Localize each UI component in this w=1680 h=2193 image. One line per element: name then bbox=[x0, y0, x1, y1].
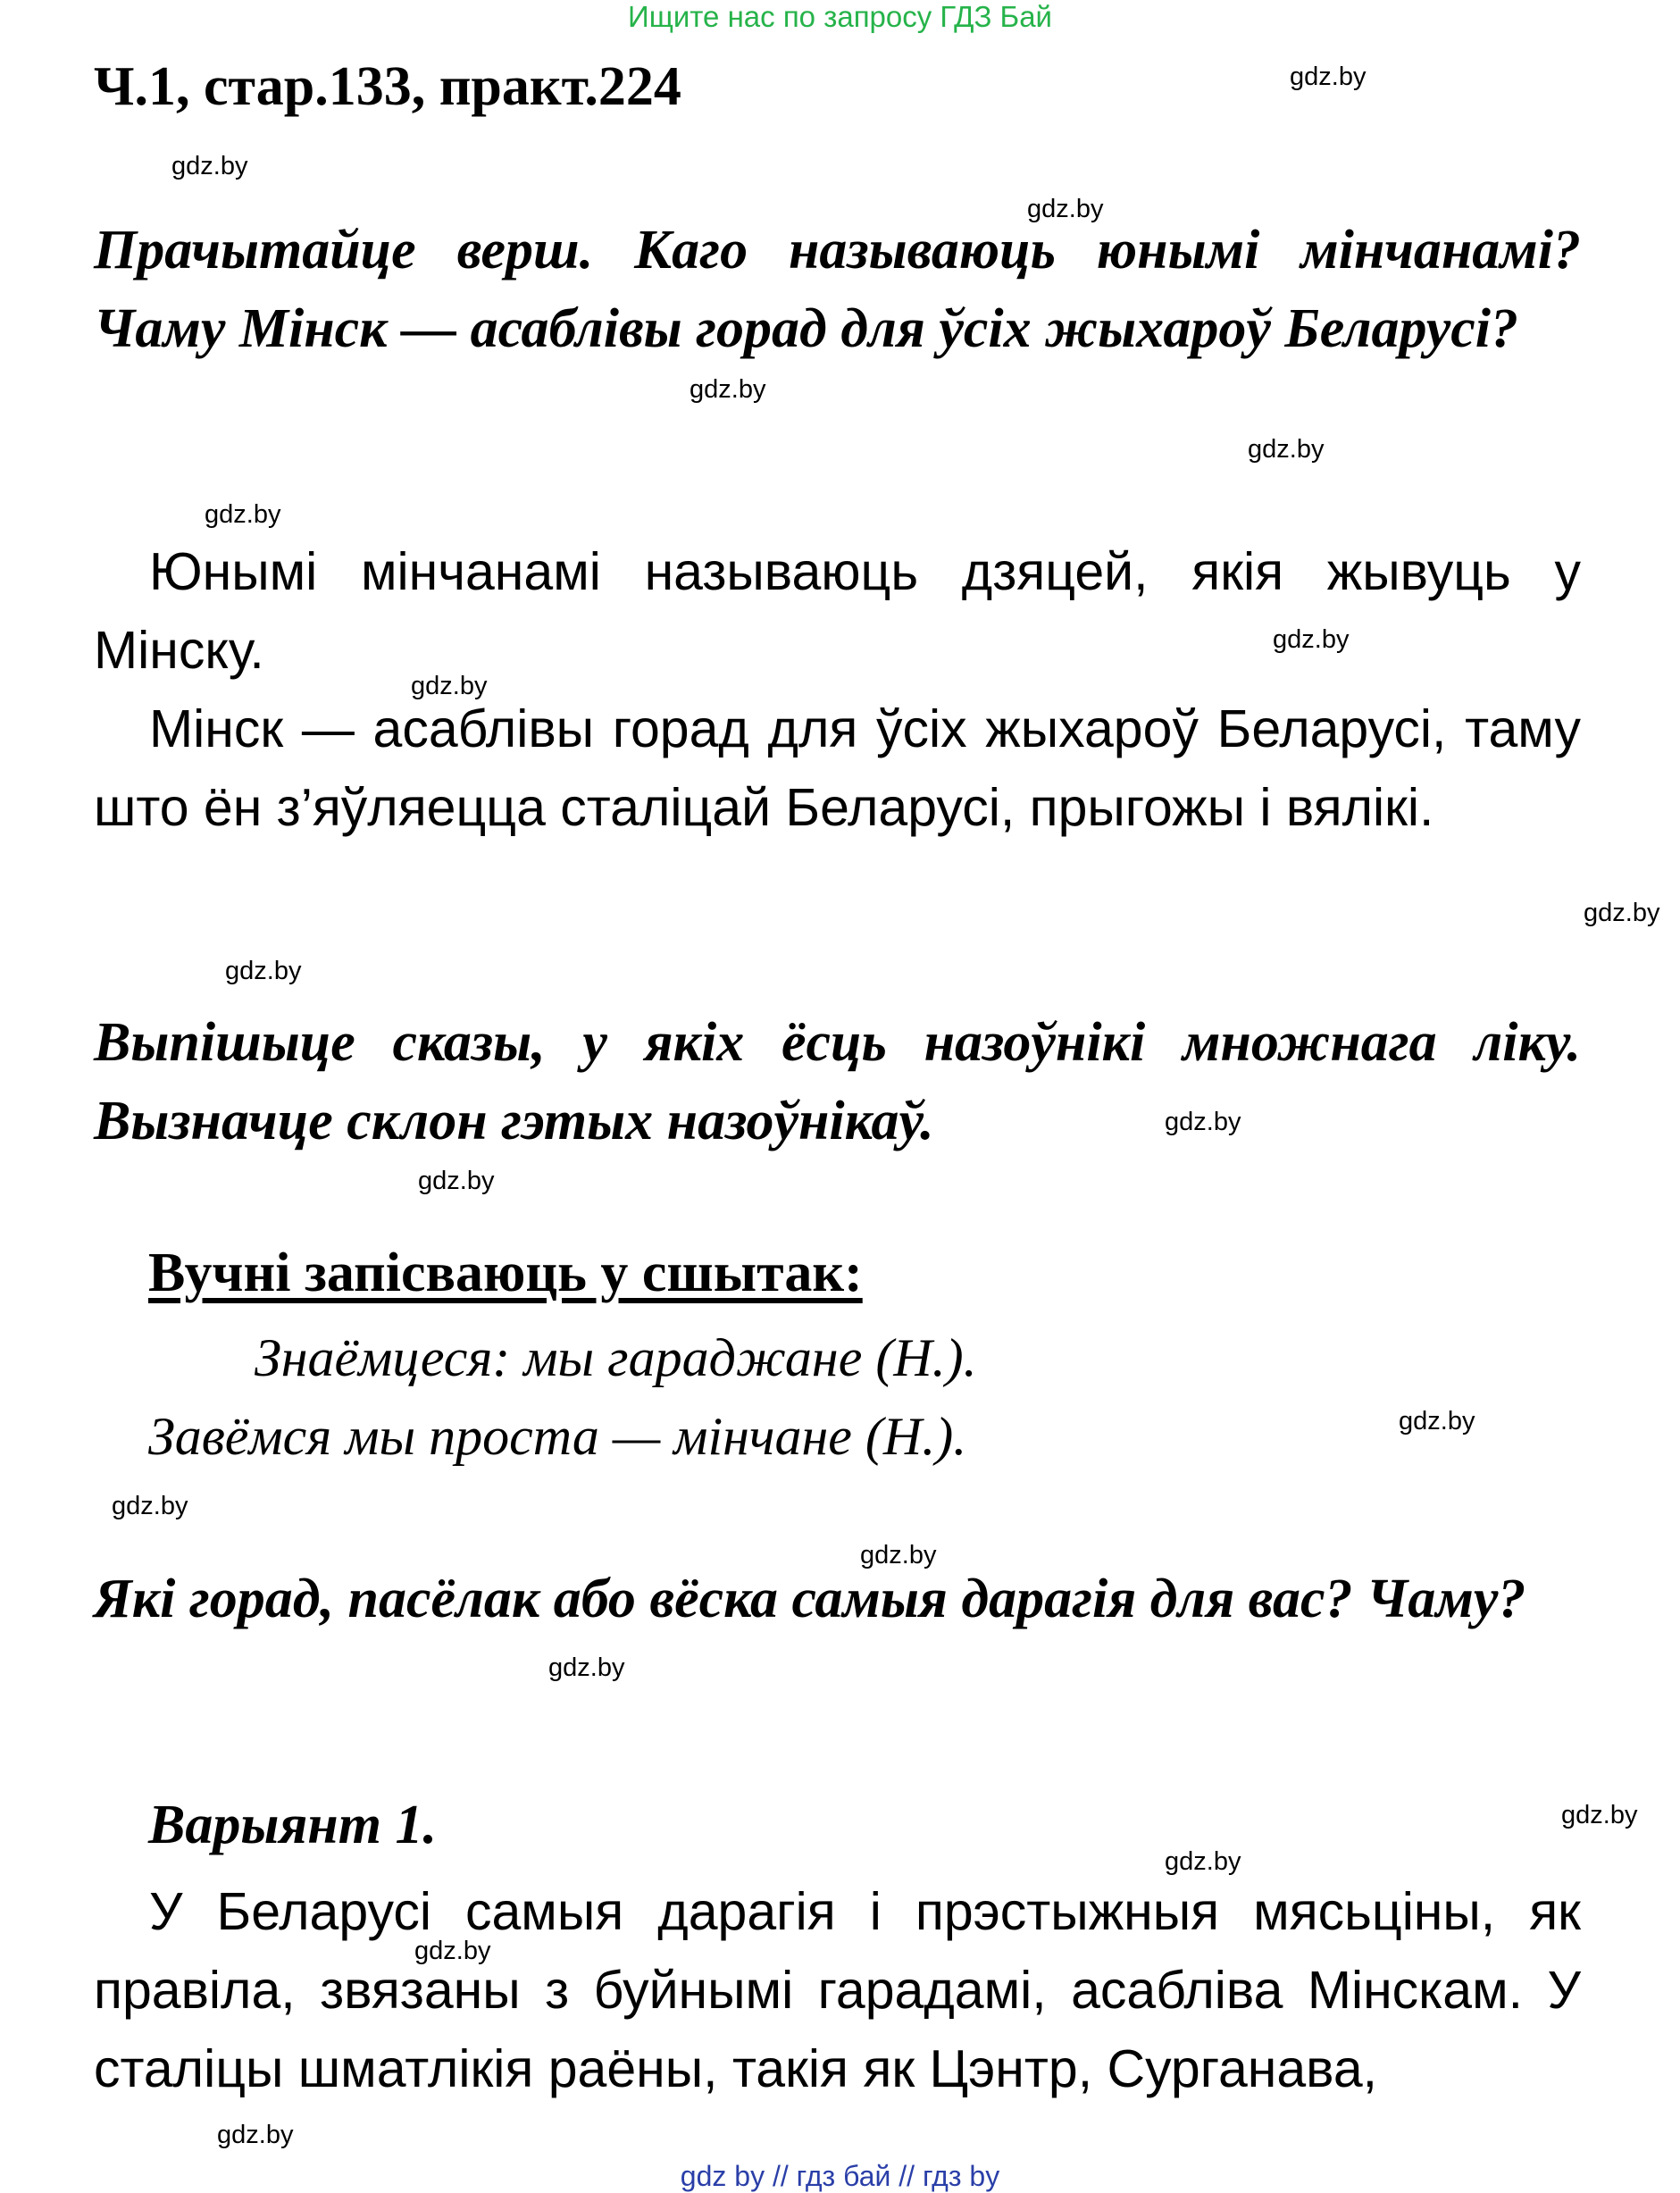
watermark: gdz.by bbox=[860, 1541, 937, 1569]
top-banner: Ищите нас по запросу ГДЗ Бай bbox=[628, 0, 1052, 33]
variant-text: У Беларусі самыя дарагія і прэстыжныя мясьціны, як правіла, звязаны з буйнымі гарадамі, асабліва Мінскам. У сталіцы шматлікія раёны, такія як Цэнтр, Сурганава, bbox=[94, 1882, 1581, 2098]
answer-1-paragraph-2: Мінск — асаблівы горад для ўсіх жыхароў Беларусі, таму што ён з’яўляецца сталіцай Беларусі, прыгожы і вялікі. bbox=[94, 699, 1581, 837]
poem-line-2: Завёмся мы проста — мінчане (Н.). bbox=[148, 1407, 967, 1466]
watermark: gdz.by bbox=[205, 500, 281, 529]
watermark: gdz.by bbox=[690, 375, 766, 404]
variant-title: Варыянт 1. bbox=[148, 1795, 437, 1855]
task-3: Які горад, пасёлак або вёска самыя дарагія для вас? Чаму? bbox=[94, 1569, 1526, 1629]
answer-2-label: Вучні запісваюць у сшытак: bbox=[148, 1243, 863, 1303]
poem-line-1: Знаёмцеся: мы гараджане (Н.). bbox=[255, 1328, 977, 1387]
watermark: gdz.by bbox=[1399, 1407, 1475, 1435]
watermark: gdz.by bbox=[1584, 899, 1660, 927]
watermark: gdz.by bbox=[217, 2121, 294, 2149]
answer-1-paragraph-1: Юнымі мінчанамі называюць дзяцей, якія жывуць у Мінску. bbox=[94, 542, 1581, 680]
watermark: gdz.by bbox=[418, 1167, 495, 1195]
watermark: gdz.by bbox=[1273, 625, 1350, 654]
watermark: gdz.by bbox=[548, 1653, 625, 1682]
watermark: gdz.by bbox=[411, 672, 488, 700]
page-title: Ч.1, стар.133, практ.224 bbox=[94, 56, 681, 117]
task-2: Выпішыце сказы, у якіх ёсць назоўнікі множнага ліку. Вызначце склон гэтых назоўнікаў. bbox=[94, 1012, 1581, 1151]
watermark: gdz.by bbox=[1165, 1108, 1241, 1136]
watermark: gdz.by bbox=[1290, 63, 1367, 91]
watermark: gdz.by bbox=[1561, 1801, 1638, 1829]
watermark: gdz.by bbox=[414, 1937, 491, 1965]
watermark: gdz.by bbox=[112, 1492, 188, 1520]
watermark: gdz.by bbox=[171, 152, 248, 180]
watermark: gdz.by bbox=[225, 957, 302, 985]
watermark: gdz.by bbox=[1248, 435, 1325, 464]
footer-links[interactable]: gdz by // гдз бай // гдз by bbox=[680, 2160, 1000, 2192]
watermark: gdz.by bbox=[1027, 195, 1104, 223]
watermark: gdz.by bbox=[1165, 1847, 1241, 1876]
task-1: Прачытайце верш. Каго называюць юнымі мінчанамі? Чаму Мінск — асаблівы горад для ўсіх жыхароў Беларусі? bbox=[94, 220, 1581, 359]
